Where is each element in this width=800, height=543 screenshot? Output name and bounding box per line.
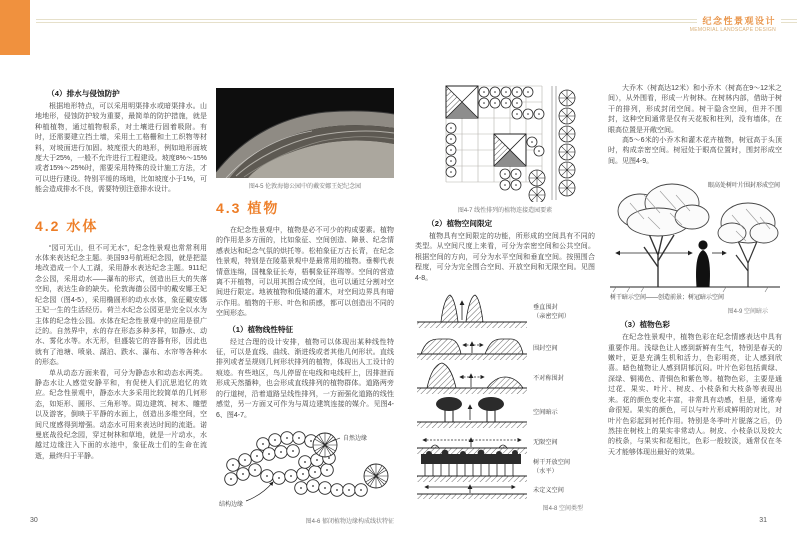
paragraph-trees-1: 大乔木（树高达12米）和小乔木（树高在9～12米之间），从外围看，形成一片树林。在树林内部，借助于树干的排列，形成封闭空间。树干隐含空间，但并不围封，这种空间通常是仅有天花板和柱列，没有墙体，在眼高位置是开敞空间。 bbox=[608, 85, 782, 134]
paragraph-water-1: “园可无山，但不可无水”，纪念性景观也常常利用水体来表达纪念主题。美国93号航班纪念园，就是把湿地改造成一个人工湖，采用静水表达纪念主题。911纪念公园，采用动水——瀑布的形式，创造出巨大的失落空间，表达生命的缺失。伦敦海德公园中的戴安娜王妃纪念园（图4-5），采用椭圆形的动水水体，象征戴安娜王妃一生的生活经历。荷兰水纪念公园更是完全以水为主体的纪念性公园。水体在纪念性景观中的应用是很广泛的。自然界中，水的存在形态多种多样，如静水、动水、雾化水等。水无形，但盛装它的容器有形，因此也就有了池塘、喷泉、湖泊、跌水、瀑布、水帘等各种水的形态。 bbox=[35, 244, 207, 367]
right-page-column-1 bbox=[415, 82, 595, 512]
figure-4-6-label-structural-edge: 结构边缘 bbox=[219, 501, 244, 508]
paragraph-plants-1: 在纪念性景观中，植物是必不可少的构成要素。植物的作用是多方面的，比如象征、空间创造、障景、纪念情感表达和纪念气氛的烘托等。松柏象征万古长青，在纪念性景观，特别是在陵墓景观中是最常用的植物。垂柳代表情意连绵，国槐象征长寿，梧桐象征祥瑞等。空间的营造离不开植物，可以用其围合成空间，也可以通过分割对空间进行限定。地被植物和低矮的灌木，对空间边界具有暗示作用。植物的干形、叶色和质感，都可以创造出不同的空间形态。 bbox=[216, 227, 394, 318]
figure-4-8-label-2: 围封空间 bbox=[533, 345, 558, 353]
heading-section-4-2-water: 4.2 水体 bbox=[35, 217, 99, 234]
book-title-en: MEMORIAL LANDSCAPE DESIGN bbox=[689, 27, 776, 33]
figure-4-8-label-1: 垂直围封 bbox=[533, 304, 558, 312]
heading-plant-space: （2）植物空间限定 bbox=[427, 219, 493, 228]
figure-4-8-label-6: 树干开放空间 bbox=[533, 459, 571, 467]
figure-4-6-caption: 图4-6 郁闭植物边缘构成线状特征 bbox=[305, 518, 394, 525]
figure-4-8-label-1b: （亲密空间） bbox=[533, 313, 571, 321]
figure-4-8-label-3: 不对称围封 bbox=[533, 375, 564, 383]
page-number-right: 31 bbox=[759, 517, 767, 524]
figure-4-7-caption: 图4-7 线性排列的植物连接造园要素 bbox=[457, 208, 553, 214]
figure-4-8-label-7: 未定义空间 bbox=[533, 487, 564, 495]
paragraph-water-2: 单从动态方面来看，可分为静态水和动态水两类。静态水让人感觉安静平和，有促使人们沉思追忆的效应。纪念性景观中，静态水大多采用比较简单的几何形态，如矩形、圆形、三角形等。周边建筑、树木、雕塑以及游客，倒映于平静的水面上，创造出多维空间，空间尺度感得到增强。动态水可用来表达时间的流逝。诺曼底战役纪念园，穿过树林和草地，就是一片动水，水越过边缘注入下面的水池中，象征战士们的生命在流逝，最终归于平静。 bbox=[35, 369, 207, 460]
figure-4-6-label-natural-edge: 自然边缘 bbox=[343, 435, 368, 442]
page-header bbox=[36, 16, 797, 40]
heading-plants-linear: （1）植物线性特征 bbox=[228, 324, 294, 334]
figure-4-9-label-trunk: 树干暗示空间——创造前景；树冠暗示空间 bbox=[610, 295, 725, 302]
figure-4-9-caption: 图4-9 空间暗示 bbox=[727, 309, 768, 316]
book-title bbox=[689, 16, 776, 40]
figure-4-9-label-eye-height: 眼高处树叶片围封形成空间 bbox=[707, 183, 780, 190]
header-rule-left bbox=[36, 19, 697, 23]
figure-4-8-space-types bbox=[415, 292, 595, 500]
figure-4-8-label-6b: （水平） bbox=[533, 468, 558, 476]
paragraph-plants-linear: 经过合理的设计安排，植物可以体现出某种线性特征，可以是直线、曲线、渐进线或者其他几何形状。直线排列或者呈规则几何形状排列的植物，体现出人工设计的痕迹。有些地区，鸟儿停留在电线和电线杆上，因排泄而形成天然播种，也会形成直线排列的植物群体。道路两旁的行道树，沿着道路呈线性排列，一方面强化道路的线性感觉，另一方面又可作为与周边建筑连接的媒介。见图4-6、图4-7。 bbox=[216, 338, 394, 419]
corner-accent-block bbox=[0, 0, 30, 55]
left-page-column-1 bbox=[35, 84, 207, 462]
figure-4-5-photo bbox=[216, 88, 394, 178]
figure-4-6-plan-sketch bbox=[216, 429, 394, 513]
paragraph-drainage: 根据地形特点，可以采用明渠排水或暗渠排水。山地地形，侵蚀防护较为重要，最简单的防护措施，就是种植植物，通过植物根系，对土壤进行固着吸附。有时，还需要建立挡土墙，采用土工格栅和土工织物等材料，对坡面进行加固。坡度很大的地形，例如地形面坡度大于25%，一般不允许进行工程建设。坡度8%～15%或者15%～25%时，需要采用特殊的设计施工方法，才可以进行建设。特别平缓的场地，比如坡度小于1%，可能会造成排水不良，需要特别注意排水设计。 bbox=[35, 103, 207, 194]
heading-plant-color: （3）植物色彩 bbox=[620, 320, 670, 330]
page-number-left: 30 bbox=[30, 517, 38, 524]
right-page-column-2 bbox=[608, 84, 782, 458]
paragraph-plant-color: 在纪念性景观中，植物色彩在纪念情感表达中具有重要作用。浅绿色让人感到新鲜有生气，特别是春天的嫩叶，更是充满生机和活力，色彩明亮，让人感到欣喜。暗色植物让人感到阴郁沉闷。叶片色彩包括黄绿、深绿、铜褐色、青铜色和紫色等。植物色彩，主要是通过花、果实、叶片、树皮、小枝条和大枝条等表现出来。花的颜色变化丰富，非常具有动感，但是，通常寿命很短。果实的颜色，可以与叶片形成鲜明的对比，对叶片色彩起到衬托作用。特别是冬季叶片脱落之后，仍然挂在树枝上的果实非常动人。树皮、小枝条以及较大的枝条，与果实和花相比，色彩一般较淡，通常仅在冬天才能够体现出最好的效果。 bbox=[608, 334, 782, 456]
book-title-cn: 纪念性景观设计 bbox=[702, 16, 776, 26]
heading-drainage: （4）排水与侵蚀防护 bbox=[47, 89, 120, 98]
paragraph-trees-2: 高5～6米的小乔木和灌木花卉植物，树冠高于头顶时，构成亲密空间。树冠处于眼高位置时，围封形成空间。见图4-9。 bbox=[608, 137, 782, 165]
heading-section-4-3-plants: 4.3 植物 bbox=[216, 200, 280, 216]
left-page-column-2 bbox=[216, 88, 394, 525]
figure-4-9-tree-sketch bbox=[608, 175, 782, 303]
header-rule-right bbox=[781, 19, 797, 23]
figure-4-7-plan-grid bbox=[415, 82, 595, 202]
figure-4-8-label-5: 无限空间 bbox=[533, 439, 558, 447]
figure-4-5-caption: 图4-5 伦敦海德公园中的戴安娜王妃纪念园 bbox=[248, 184, 362, 190]
figure-4-8-caption: 图4-8 空间类型 bbox=[542, 506, 583, 513]
paragraph-plant-space: 植物具有空间限定的功能，所形成的空间具有不同的类型。从空间尺度上来看，可分为亲密空间和公共空间。根据空间的方向，可分为水平空间和垂直空间。按照围合程度，可分为完全围合空间、开放空间和无限空间。见图4-8。 bbox=[415, 233, 595, 282]
figure-4-8-label-4: 空间暗示 bbox=[533, 409, 558, 417]
